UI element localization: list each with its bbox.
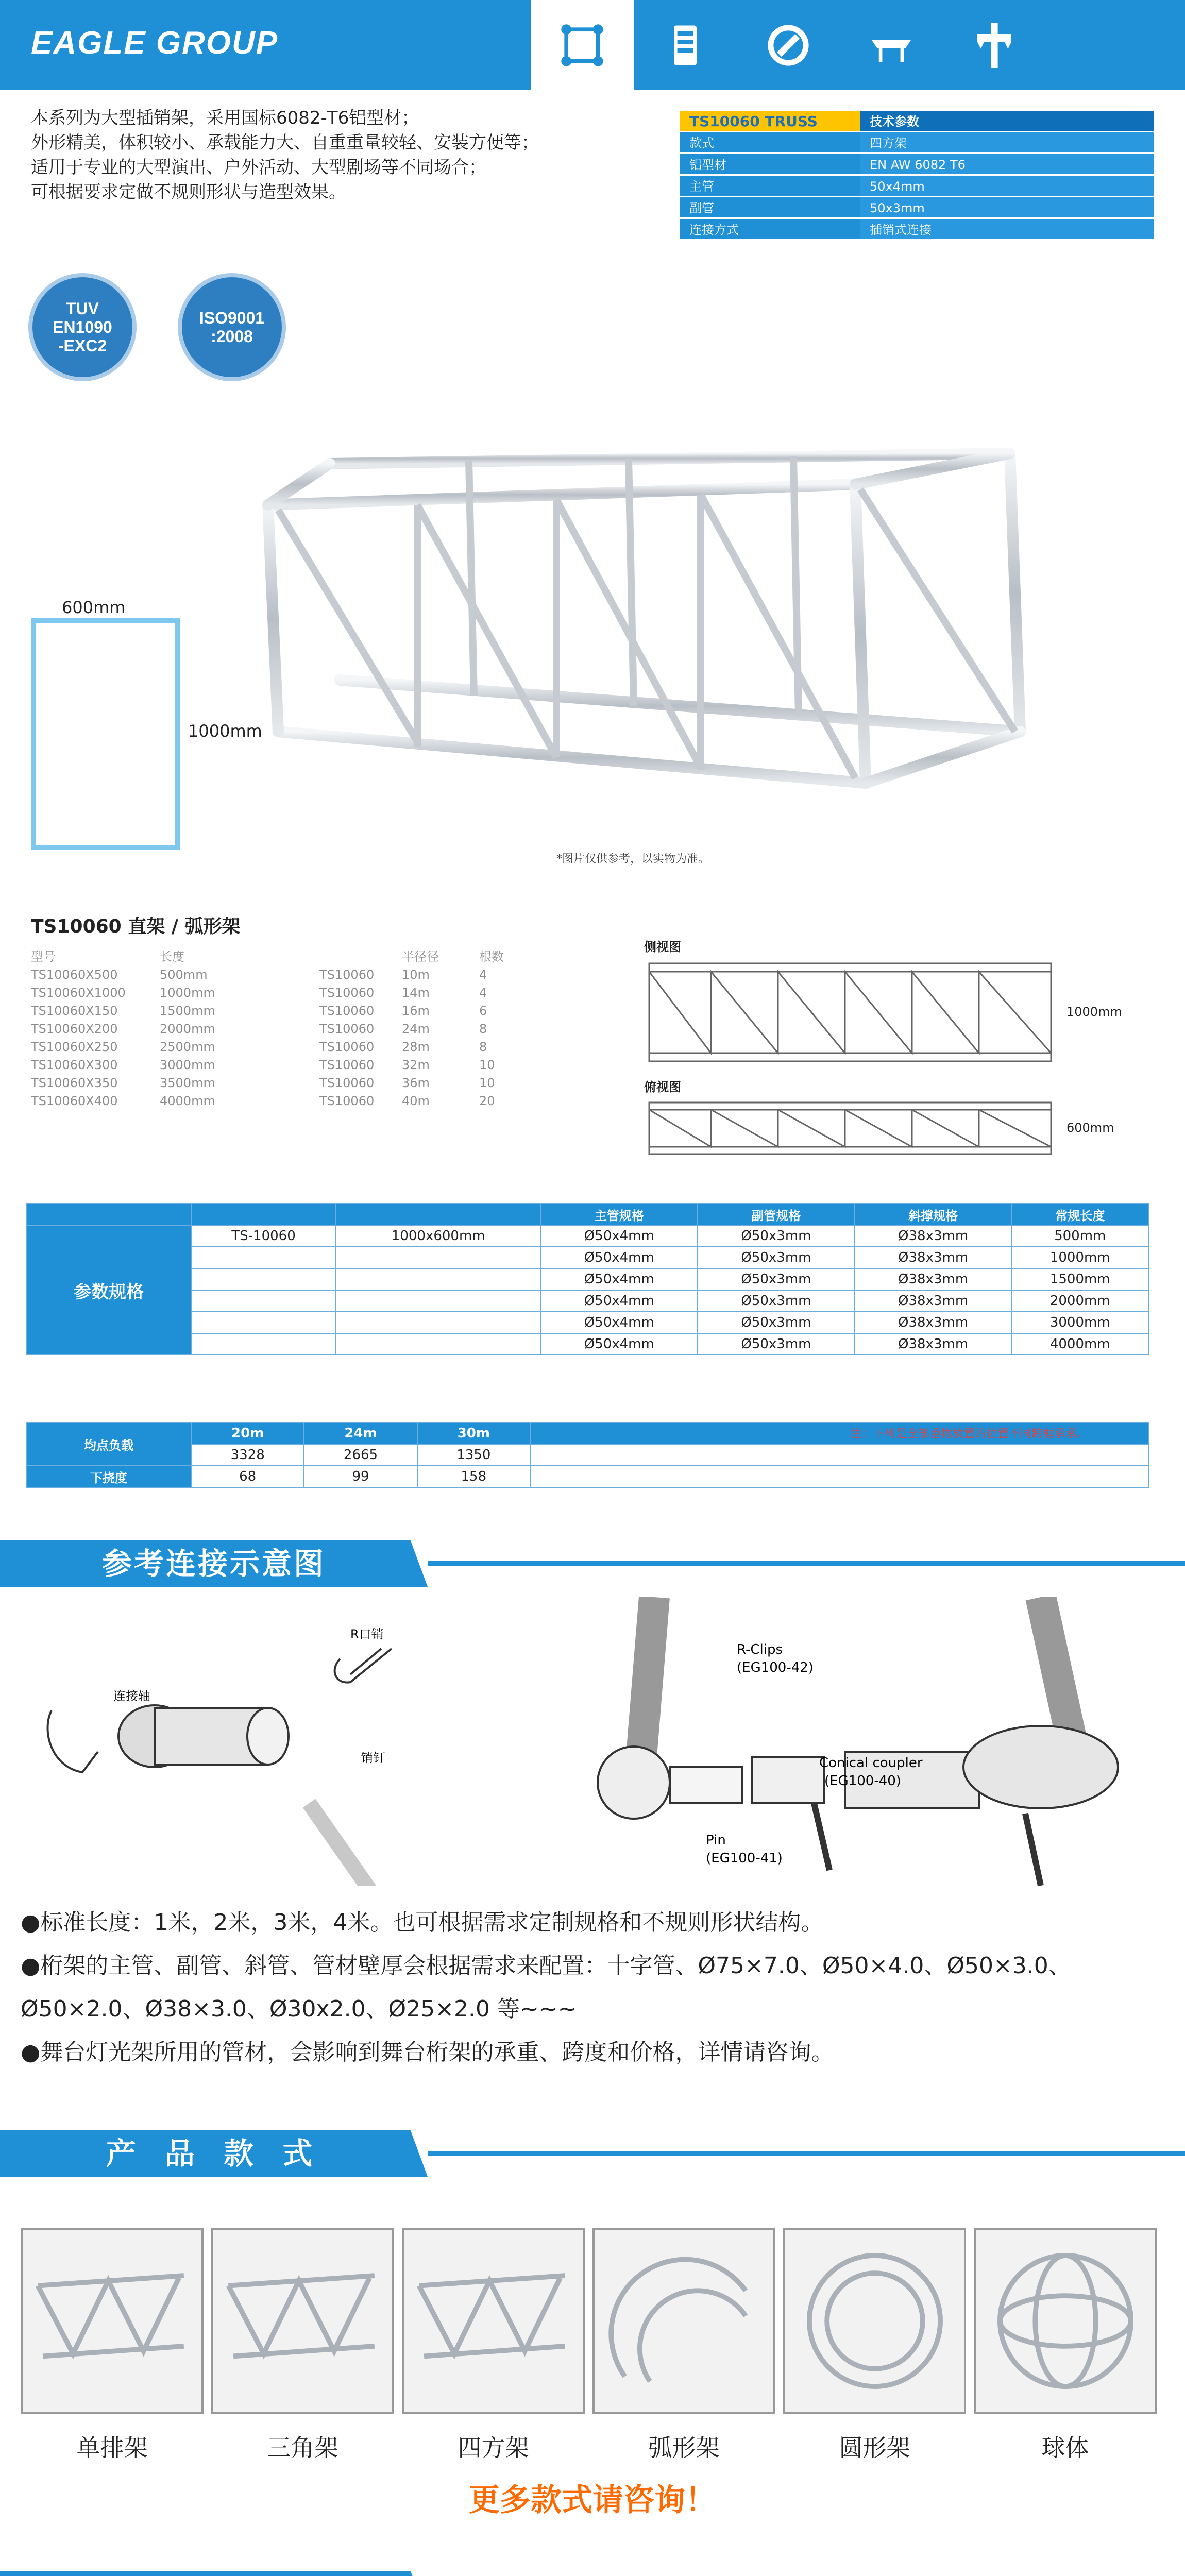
notes-list (21, 1901, 1164, 2074)
spec-value: 50x3mm (860, 197, 1154, 217)
label-rclips-en: R-Clips (737, 1642, 783, 1657)
param-cell: Ø50x3mm (698, 1333, 855, 1355)
param-cell: Ø50x3mm (698, 1312, 855, 1333)
model-cell: 1000mm (160, 986, 215, 1000)
spec-row (680, 219, 1154, 241)
models-header-row (31, 948, 526, 966)
cert-line: TUV (66, 299, 99, 318)
param-cell: TS-10060 (191, 1225, 336, 1247)
param-cell: Ø38x3mm (855, 1268, 1012, 1290)
model-cell: TS10060X250 (31, 1040, 118, 1054)
model-cell: TS10060 (319, 1076, 375, 1090)
param-cell: Ø50x4mm (540, 1268, 698, 1290)
intro-line: 可根据要求定做不规则形状与造型效果。 (31, 182, 346, 202)
param-body (26, 1225, 1148, 1355)
spec-title: TS10060 TRUSS (680, 111, 860, 131)
spec-title-value: 技术参数 (860, 111, 1154, 131)
label-rclips-code: (EG100-42) (737, 1660, 814, 1675)
param-cell (336, 1247, 540, 1268)
spec-value: 50x4mm (860, 176, 1154, 196)
model-cell: 24m (402, 1022, 430, 1036)
deflection-value: 99 (304, 1466, 417, 1487)
param-cell: Ø50x3mm (698, 1290, 855, 1312)
load-value: 2665 (304, 1444, 417, 1466)
param-cell: Ø50x4mm (540, 1333, 698, 1355)
model-row (31, 984, 526, 1002)
model-cell: TS10060X200 (31, 1022, 118, 1036)
spec-row (680, 176, 1154, 197)
model-cell: 10 (479, 1058, 495, 1072)
param-col-header: 常规长度 (1011, 1204, 1148, 1225)
param-cell: Ø38x3mm (855, 1247, 1012, 1268)
model-cell: 40m (402, 1094, 430, 1108)
param-cell: Ø50x3mm (698, 1247, 855, 1268)
model-cell: TS10060 (319, 1004, 375, 1018)
param-col-header: 主管规格 (540, 1204, 698, 1225)
model-row (31, 1056, 526, 1074)
param-cell: 1500mm (1011, 1268, 1148, 1290)
param-cell: 2000mm (1011, 1290, 1148, 1312)
product-style-card[interactable] (402, 2228, 585, 2414)
deflection-label: 下挠度 (26, 1466, 191, 1487)
disc-icon[interactable] (737, 0, 840, 90)
product-style-card[interactable] (592, 2228, 775, 2414)
tuv-certificate-badge (28, 273, 137, 381)
model-cell: TS10060X350 (31, 1076, 118, 1090)
section-banner-details (0, 2571, 1185, 2576)
side-view-drawing (644, 958, 1056, 1066)
truss-product-image (247, 443, 1051, 814)
param-row (26, 1290, 1148, 1312)
truss-tower-icon[interactable] (943, 0, 1046, 90)
param-row (26, 1247, 1148, 1268)
param-cell: Ø50x3mm (698, 1268, 855, 1290)
span-header: 30m (417, 1422, 530, 1444)
product-style-label: 弧形架 (648, 2434, 720, 2462)
label-shaft: 连接轴 (113, 1689, 150, 1703)
section-title: 产 品 款 式 (106, 2136, 322, 2171)
col-header: 根数 (479, 950, 504, 964)
param-label: 参数规格 (26, 1225, 191, 1355)
section-banner-styles (0, 2130, 1185, 2177)
product-style-label: 球体 (1041, 2434, 1089, 2462)
param-cell: Ø38x3mm (855, 1290, 1012, 1312)
param-row (26, 1268, 1148, 1290)
param-cell: Ø38x3mm (855, 1312, 1012, 1333)
col-header: 型号 (31, 950, 56, 964)
param-cell (336, 1290, 540, 1312)
product-style-card[interactable] (211, 2228, 394, 2414)
param-cell: 500mm (1011, 1225, 1148, 1247)
model-cell: TS10060X500 (31, 968, 118, 982)
model-cell: TS10060X150 (31, 1004, 118, 1018)
load-row-label: 均点负载 (26, 1422, 191, 1466)
param-cell (191, 1290, 336, 1312)
label-coupler-code: (EG100-40) (824, 1773, 901, 1789)
model-row (31, 1038, 526, 1056)
section-title (0, 2571, 428, 2576)
deflection-value: 158 (417, 1466, 530, 1487)
model-cell: TS10060 (319, 1094, 375, 1108)
model-row (31, 1002, 526, 1020)
span-header: 20m (191, 1422, 304, 1444)
model-cell: 20 (479, 1094, 495, 1108)
model-cell: 32m (402, 1058, 430, 1072)
cert-line: -EXC2 (58, 336, 107, 355)
height-dimension: 1000mm (188, 721, 262, 741)
model-cell: 3500mm (160, 1076, 215, 1090)
note-line: ●桁架的主管、副管、斜管、管材壁厚会根据需求来配置：十字管、Ø75×7.0、Ø50×4.0、Ø50×3.0、 (21, 1953, 1071, 1979)
intro-line: 外形精美，体积较小、承载能力大、自重重量较轻、安装方便等； (31, 132, 539, 153)
spec-row (680, 197, 1154, 219)
model-row (31, 1074, 526, 1092)
intro-line: 本系列为大型插销架，采用国标6082-T6铝型材； (31, 108, 419, 128)
param-cell (191, 1312, 336, 1333)
brand-logo: EAGLE GROUP (31, 25, 279, 61)
load-value: 3328 (191, 1444, 304, 1466)
model-cell: TS10060 (319, 1040, 375, 1054)
col-header (319, 948, 402, 966)
connection-diagram (21, 1597, 1164, 1886)
model-cell: 28m (402, 1040, 430, 1054)
model-cell: 1500mm (160, 1004, 215, 1018)
model-cell: TS10060 (319, 986, 375, 1000)
spec-key: 副管 (680, 197, 860, 217)
col-header: 半径径 (402, 950, 439, 964)
model-cell: 4 (479, 986, 487, 1000)
spec-table (680, 111, 1154, 241)
header-bar (0, 0, 1185, 90)
model-cell: 8 (479, 1022, 487, 1036)
model-cell: 36m (402, 1076, 430, 1090)
product-style-label: 单排架 (76, 2434, 148, 2462)
label-pin-en: Pin (706, 1833, 726, 1848)
span-header: 24m (304, 1422, 417, 1444)
deflection-blank (530, 1466, 1148, 1487)
spec-key: 铝型材 (680, 154, 860, 174)
param-cell: 1000x600mm (336, 1225, 540, 1247)
model-row (31, 1020, 526, 1038)
model-cell: 3000mm (160, 1058, 215, 1072)
note-line: ●舞台灯光架所用的管材，会影响到舞台桁架的承重、跨度和价格，详情请咨询。 (21, 2039, 834, 2065)
spec-header-row (680, 111, 1154, 132)
model-cell: TS10060X1000 (31, 986, 126, 1000)
model-cell: 500mm (160, 968, 208, 982)
label-pin: 销钉 (361, 1751, 385, 1765)
param-col-header: 副管规格 (698, 1204, 855, 1225)
param-cell: 3000mm (1011, 1312, 1148, 1333)
param-cell: 4000mm (1011, 1333, 1148, 1355)
iso-certificate-badge (178, 273, 286, 381)
load-row (26, 1444, 1148, 1466)
model-cell: 8 (479, 1040, 487, 1054)
model-cell: TS10060X400 (31, 1094, 118, 1108)
model-cell: 2500mm (160, 1040, 215, 1054)
model-cell: 16m (402, 1004, 430, 1018)
deflection-value: 68 (191, 1466, 304, 1487)
param-row (26, 1312, 1148, 1333)
spec-value: 四方架 (860, 132, 1154, 152)
parameter-table (26, 1203, 1149, 1355)
param-cell (191, 1247, 336, 1268)
top-view-label: 俯视图 (644, 1080, 681, 1094)
cross-section-frame (31, 618, 180, 850)
product-style-card[interactable] (974, 2228, 1157, 2414)
note-line: ●标准长度：1米，2米，3米，4米。也可根据需求定制规格和不规则形状结构。 (21, 1909, 824, 1936)
param-col-header (191, 1204, 336, 1225)
section-banner-connect (0, 1540, 1185, 1587)
model-cell: TS10060X300 (31, 1058, 118, 1072)
spec-key: 连接方式 (680, 219, 860, 239)
param-cell (336, 1312, 540, 1333)
param-row (26, 1333, 1148, 1355)
product-style-card[interactable] (21, 2228, 204, 2414)
product-style-label: 三角架 (267, 2434, 338, 2462)
param-cell: Ø50x4mm (540, 1225, 698, 1247)
label-pin-code: (EG100-41) (706, 1851, 783, 1866)
spec-key: 主管 (680, 176, 860, 196)
model-cell: 2000mm (160, 1022, 215, 1036)
label-coupler: Conical coupler (819, 1755, 923, 1771)
label-rclip: R口销 (350, 1627, 384, 1641)
spec-value: EN AW 6082 T6 (860, 154, 1154, 174)
models-table (31, 948, 526, 1110)
side-view-dimension: 1000mm (1066, 1005, 1122, 1019)
intro-text (31, 106, 649, 205)
model-row (31, 966, 526, 984)
param-cell: Ø50x4mm (540, 1290, 698, 1312)
param-cell (191, 1268, 336, 1290)
model-cell: TS10060 (319, 1022, 375, 1036)
param-cell: Ø38x3mm (855, 1333, 1012, 1355)
model-cell: 14m (402, 986, 430, 1000)
param-cell (336, 1268, 540, 1290)
load-blank (530, 1444, 1148, 1466)
spec-row (680, 154, 1154, 176)
param-row (26, 1225, 1148, 1247)
intro-line: 适用于专业的大型演出、户外活动、大型剧场等不同场合； (31, 157, 486, 178)
col-header: 长度 (160, 950, 184, 964)
load-value: 1350 (417, 1444, 530, 1466)
square-frame-icon[interactable] (531, 0, 634, 90)
model-cell: TS10060 (319, 968, 375, 982)
models-title: TS10060 直架 / 弧形架 (31, 916, 241, 937)
model-row (31, 1092, 526, 1110)
model-cell: 6 (479, 1004, 487, 1018)
width-dimension: 600mm (62, 598, 126, 617)
stage-lift-icon[interactable] (634, 0, 737, 90)
note-line: Ø50×2.0、Ø38×3.0、Ø30x2.0、Ø25×2.0 等~~~ (21, 1996, 577, 2022)
stage-platform-icon[interactable] (840, 0, 943, 90)
cert-line: EN1090 (53, 318, 112, 336)
param-header-row (26, 1204, 1148, 1225)
param-col-header (26, 1204, 191, 1225)
model-rows (31, 966, 526, 1110)
model-cell: TS10060 (319, 1058, 375, 1072)
product-style-label: 四方架 (458, 2434, 529, 2462)
param-cell: 1000mm (1011, 1247, 1148, 1268)
product-style-label: 圆形架 (839, 2434, 910, 2462)
model-cell: 4000mm (160, 1094, 215, 1108)
load-note: 注：下列是全部重物放置的位置不同跨框承承。 (850, 1428, 1089, 1440)
param-col-header (336, 1204, 540, 1225)
model-cell: 10 (479, 1076, 495, 1090)
top-view-drawing (644, 1097, 1056, 1159)
param-col-header: 斜撑规格 (855, 1204, 1012, 1225)
model-cell: 10m (402, 968, 430, 982)
param-cell: Ø38x3mm (855, 1225, 1012, 1247)
side-view-label: 侧视图 (644, 940, 681, 954)
section-title: 参考连接示意图 (101, 1546, 326, 1581)
spec-row (680, 132, 1154, 154)
image-note: *图片仅供参考，以实物为准。 (556, 853, 710, 866)
param-cell: Ø50x4mm (540, 1312, 698, 1333)
param-cell: Ø50x3mm (698, 1225, 855, 1247)
param-cell: Ø50x4mm (540, 1247, 698, 1268)
more-styles-text[interactable]: 更多款式请咨询！ (469, 2482, 716, 2518)
deflection-row (26, 1466, 1148, 1487)
model-cell: 4 (479, 968, 487, 982)
spec-value: 插销式连接 (860, 219, 1154, 239)
product-style-card[interactable] (783, 2228, 966, 2414)
top-view-dimension: 600mm (1066, 1121, 1114, 1135)
cert-line: :2008 (211, 327, 253, 346)
cert-line: ISO9001 (199, 309, 265, 327)
param-cell (336, 1333, 540, 1355)
param-cell (191, 1333, 336, 1355)
spec-key: 款式 (680, 132, 860, 152)
